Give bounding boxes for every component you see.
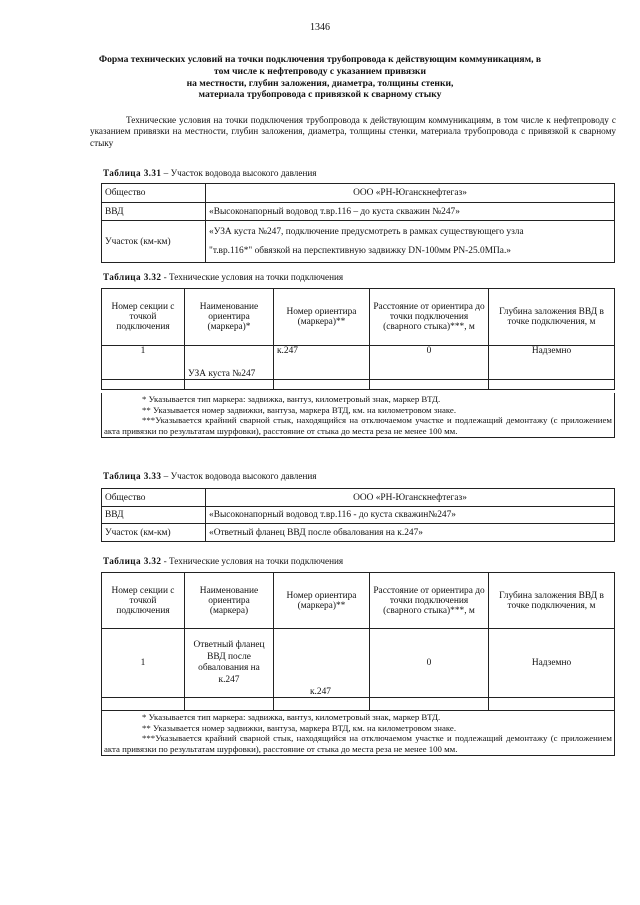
table-cell: 1 — [102, 346, 185, 380]
table-row — [102, 524, 615, 542]
intro-paragraph: Технические условия на точки подключения трубопровода к действующим коммуникациям, в том числе к нефтепроводу с указанием привязки на местности, глубин заложения, диаметра, толщины стенки, материала трубопровода с привязкой к сварному стыку — [90, 115, 616, 148]
column-header: Номер секции с точкой подключения — [102, 573, 185, 629]
table-row — [102, 184, 615, 203]
table-caption-text: – Участок водовода высокого давления — [161, 471, 317, 481]
footnote: * Указывается тип маркера: задвижка, вантуз, километровый знак, маркер ВТД. — [142, 712, 441, 722]
table-cell: 0 — [370, 629, 489, 698]
table-number: Таблица 3.33 — [103, 471, 162, 481]
section-info-table — [101, 488, 615, 542]
table-header-row — [102, 289, 615, 346]
connection-points-table — [101, 572, 615, 711]
table-cell-label: ВВД — [102, 203, 206, 221]
table-row — [102, 507, 615, 524]
title-line: том числе к нефтепроводу с указанием привязки — [214, 65, 426, 77]
table-cell: Надземно — [489, 346, 615, 380]
footnote: ** Указывается номер задвижки, вантуза, маркера ВТД, км. на километровом знаке. — [142, 722, 457, 733]
table-number: Таблица 3.32 — [103, 272, 162, 282]
table-cell-value: ООО «РН-Юганскнефтегаз» — [206, 184, 615, 203]
table-cell-value: «Ответный фланец ВВД после обвалования на к.247» — [206, 524, 615, 542]
table-number: Таблица 3.32 — [103, 556, 162, 566]
table-row — [102, 203, 615, 221]
table-row — [102, 698, 615, 711]
table-cell-label: Общество — [102, 184, 206, 203]
column-header: Наименование ориентира (маркера)* — [185, 289, 274, 346]
table-header-row — [102, 573, 615, 629]
footnote: * Указывается тип маркера: задвижка, вантуз, километровый знак, маркер ВТД. — [142, 394, 441, 404]
table-cell — [274, 380, 370, 390]
table-caption-text: – Участок водовода высокого давления — [161, 168, 317, 178]
connection-points-table — [101, 288, 615, 390]
table-cell — [370, 698, 489, 711]
table-cell-label: Общество — [102, 489, 206, 507]
table-cell — [185, 698, 274, 711]
table-row — [102, 346, 615, 380]
table-cell: к.247 — [274, 346, 370, 380]
table-cell: Надземно — [489, 629, 615, 698]
table-cell: к.247 — [274, 629, 370, 698]
table-cell: Ответный фланец ВВД после обвалования на к.247 — [185, 629, 274, 698]
footnote: ***Указывается крайний сварной стык, находящийся на отключаемом участке и подлежащий демонтажу (с приложением акта привязки по результатам шурфовки), расстояние от стыка до места реза не менее 100 мм. — [104, 733, 612, 754]
table-caption — [103, 168, 317, 178]
table-cell: 1 — [102, 629, 185, 698]
table-number: Таблица 3.31 — [103, 168, 162, 178]
column-header: Расстояние от ориентира до точки подключения (сварного стыка)***, м — [370, 573, 489, 629]
table-cell — [102, 380, 185, 390]
table-cell-value: «Высоконапорный водовод т.вр.116 - до куста скважин№247» — [206, 507, 615, 524]
footnote: ***Указывается крайний сварной стык, находящийся на отключаемом участке и подлежащий демонтажу (с приложением акта привязки по результатам шурфовки), расстояние от стыка до места реза не менее 100 мм. — [104, 415, 612, 436]
table-footnotes — [101, 711, 615, 756]
column-header: Номер ориентира (маркера)** — [274, 289, 370, 346]
table-cell — [489, 380, 615, 390]
table-cell — [370, 380, 489, 390]
table-cell — [185, 380, 274, 390]
table-caption — [103, 556, 343, 566]
table-footnotes — [101, 393, 615, 438]
column-header: Номер секции с точкой подключения — [102, 289, 185, 346]
table-row — [102, 221, 615, 263]
table-caption — [103, 272, 343, 282]
section-info-table — [101, 183, 615, 263]
table-caption — [103, 471, 317, 481]
table-cell-value: «Высоконапорный водовод т.вр.116 – до куста скважин №247» — [206, 203, 615, 221]
table-row — [102, 629, 615, 698]
column-header: Наименование ориентира (маркера) — [185, 573, 274, 629]
table-cell — [274, 698, 370, 711]
table-cell-label: Участок (км-км) — [102, 524, 206, 542]
document-title — [90, 54, 550, 101]
table-cell-value: ООО «РН-Юганскнефтегаз» — [206, 489, 615, 507]
table-caption-text: - Технические условия на точки подключения — [161, 556, 344, 566]
column-header: Глубина заложения ВВД в точке подключения, м — [489, 289, 615, 346]
table-cell-value — [206, 221, 615, 263]
table-cell: УЗА куста №247 — [185, 346, 274, 380]
table-cell-label: Участок (км-км) — [102, 221, 206, 263]
table-cell — [102, 698, 185, 711]
table-cell — [489, 698, 615, 711]
column-header: Расстояние от ориентира до точки подключения (сварного стыка)***, м — [370, 289, 489, 346]
cell-line: «УЗА куста №247, подключение предусмотреть в рамках существующего узла — [209, 226, 524, 237]
column-header: Глубина заложения ВВД в точке подключения, м — [489, 573, 615, 629]
table-cell-label: ВВД — [102, 507, 206, 524]
table-cell: 0 — [370, 346, 489, 380]
title-line: Форма технических условий на точки подключения трубопровода к действующим коммуникациям, в — [98, 54, 542, 65]
cell-line: "т.вр.116*" обвязкой на перспективную задвижку DN-100мм PN-25.0МПа.» — [209, 245, 511, 256]
title-line: материала трубопровода с привязкой к сварному стыку — [198, 89, 442, 101]
table-row — [102, 489, 615, 507]
footnote: ** Указывается номер задвижки, вантуза, маркера ВТД, км. на километровом знаке. — [142, 404, 457, 415]
column-header: Номер ориентира (маркера)** — [274, 573, 370, 629]
page-number: 1346 — [310, 22, 330, 33]
table-caption-text: - Технические условия на точки подключения — [161, 272, 344, 282]
table-row — [102, 380, 615, 390]
title-line: на местности, глубин заложения, диаметра, толщины стенки, — [186, 77, 454, 89]
